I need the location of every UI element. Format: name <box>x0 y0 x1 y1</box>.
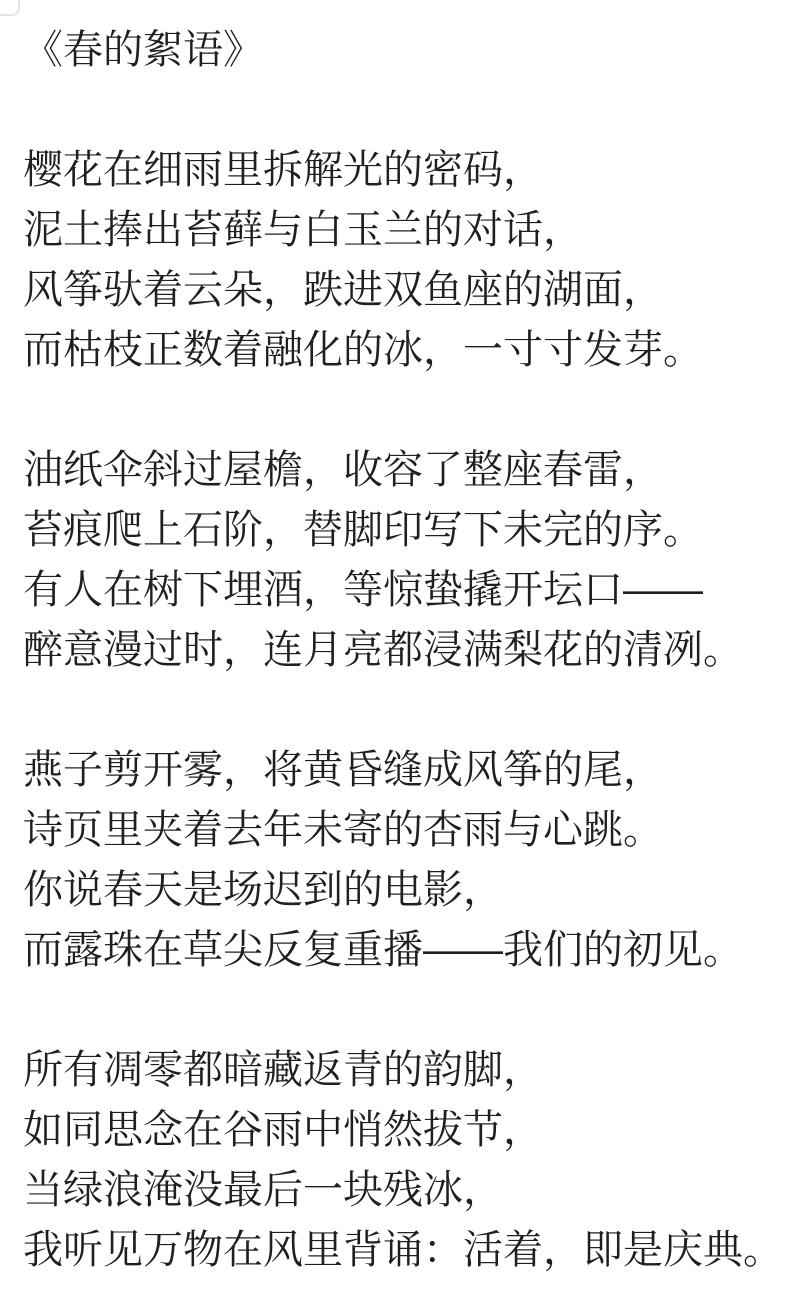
poem-title: 《春的絮语》 <box>23 28 263 72</box>
poem-stanza-4 <box>23 1040 788 1280</box>
poem-line: 你说春天是场迟到的电影， <box>23 868 503 912</box>
poem-line: 我听见万物在风里背诵：活着，即是庆典。 <box>23 1228 783 1272</box>
poem-line: 诗页里夹着去年未寄的杏雨与心跳。 <box>23 808 663 852</box>
poem-line: 所有凋零都暗藏返青的韵脚， <box>23 1048 543 1092</box>
poem-line: 有人在树下埋酒，等惊蛰撬开坛口—— <box>23 568 703 612</box>
poem-line: 如同思念在谷雨中悄然拔节， <box>23 1108 543 1152</box>
poem-stanza-1 <box>23 140 788 380</box>
poem-line: 苔痕爬上石阶，替脚印写下未完的序。 <box>23 508 703 552</box>
poem-line: 而露珠在草尖反复重播——我们的初见。 <box>23 928 743 972</box>
poem-line: 泥土捧出苔藓与白玉兰的对话， <box>23 208 583 252</box>
poem-stanza-2 <box>23 440 788 680</box>
poem-line: 油纸伞斜过屋檐，收容了整座春雷， <box>23 448 663 492</box>
poem-line: 风筝驮着云朵，跌进双鱼座的湖面， <box>23 268 663 312</box>
poem-stanza-3 <box>23 740 788 980</box>
poem-line: 樱花在细雨里拆解光的密码， <box>23 148 543 192</box>
poem-line: 当绿浪淹没最后一块残冰， <box>23 1168 503 1212</box>
poem-line: 燕子剪开雾，将黄昏缝成风筝的尾， <box>23 748 663 792</box>
poem-line: 而枯枝正数着融化的冰，一寸寸发芽。 <box>23 328 703 372</box>
poem-line: 醉意漫过时，连月亮都浸满梨花的清冽。 <box>23 628 743 672</box>
